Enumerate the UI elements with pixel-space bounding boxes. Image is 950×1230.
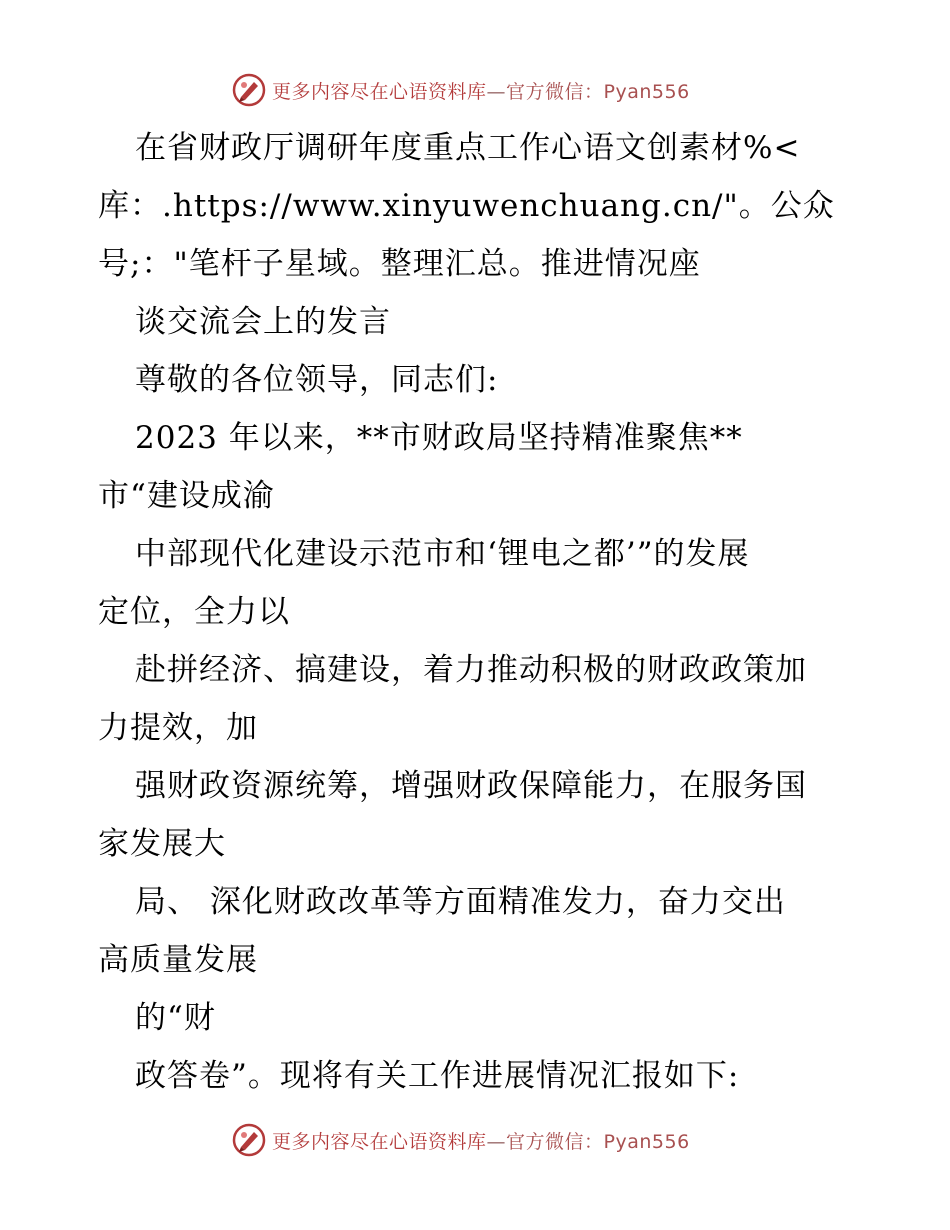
text-line: 谈交流会上的发言	[135, 304, 391, 340]
banner-title: 更多内容尽在心语资料库	[272, 1130, 487, 1153]
text-line: 在省财政厅调研年度重点工作心语文创素材%<	[135, 130, 801, 166]
banner-separator: —	[486, 80, 507, 103]
banner-wechat-label: 官方微信：	[506, 80, 604, 103]
text-line: 尊敬的各位领导，同志们:	[135, 362, 499, 398]
text-line: 高质量发展	[98, 942, 258, 978]
banner-title: 更多内容尽在心语资料库	[272, 80, 487, 103]
text-line: 政答卷”。现将有关工作进展情况汇报如下:	[135, 1058, 740, 1094]
text-line: 局、 深化财政改革等方面精准发力，奋力交出	[135, 884, 786, 920]
text-line: 库：.https://www.xinyuwenchuang.cn/"。公众	[98, 188, 835, 224]
text-line: 号;："笔杆子星域。整理汇总。推进情况座	[98, 246, 701, 282]
text-line: 2023 年以来，**市财政局坚持精准聚焦**	[135, 420, 743, 456]
banner-separator: —	[486, 1130, 507, 1153]
header-banner	[232, 72, 690, 108]
text-line: 家发展大	[98, 826, 226, 862]
text-line: 赴拼经济、搞建设，着力推动积极的财政政策加	[135, 652, 807, 688]
text-line: 定位，全力以	[98, 594, 290, 630]
banner-wechat-label: 官方微信：	[506, 1130, 604, 1153]
banner-wechat-id: Pyan556	[603, 1130, 690, 1153]
banner-text	[272, 1127, 690, 1154]
banner-text	[272, 77, 690, 104]
text-line: 中部现代化建设示范市和‘锂电之都’”的发展	[135, 536, 750, 572]
text-line: 力提效，加	[98, 710, 258, 746]
hand-pen-logo-icon	[232, 1123, 266, 1157]
hand-pen-logo-icon	[232, 73, 266, 107]
text-line: 的“财	[135, 1000, 216, 1036]
text-line: 强财政资源统筹，增强财政保障能力，在服务国	[135, 768, 807, 804]
footer-banner	[232, 1122, 690, 1158]
banner-wechat-id: Pyan556	[603, 80, 690, 103]
document-body	[98, 124, 858, 1110]
text-line: 市“建设成渝	[98, 478, 275, 514]
